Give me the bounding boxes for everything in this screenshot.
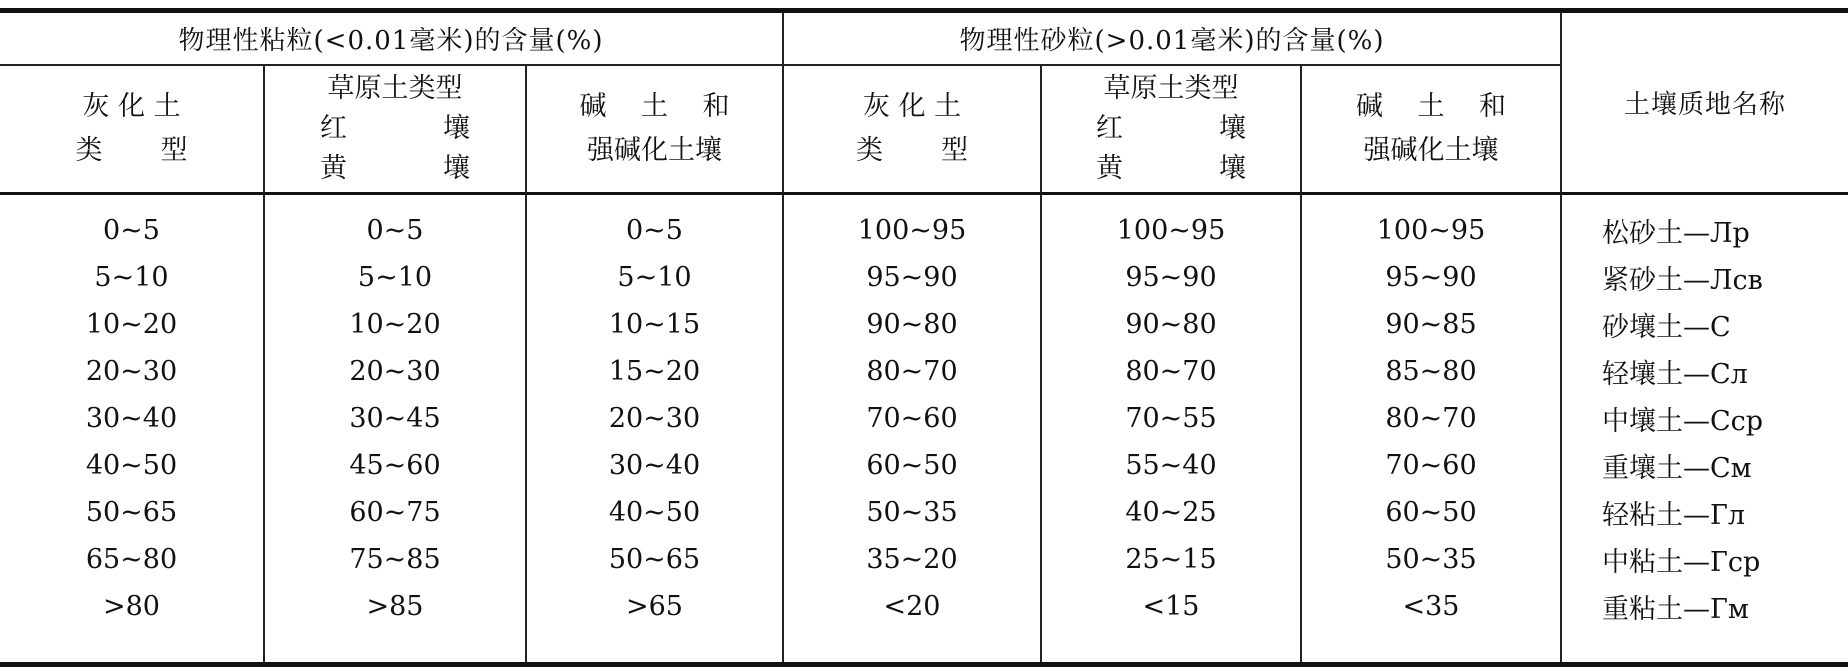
clay-steppe-soil-header xyxy=(265,66,525,192)
table-cell: 70~60 xyxy=(866,402,958,434)
table-cell: 30~45 xyxy=(349,402,441,434)
texture-name-label: 土壤质地名称 xyxy=(1623,90,1786,120)
table-cell: >80 xyxy=(103,590,160,622)
table-cell: 90~80 xyxy=(866,308,958,340)
texture-name-cell: 重壤土—См xyxy=(1602,452,1752,484)
sand-alkali-soil-header xyxy=(1302,66,1560,192)
texture-name-cell: 中粘土—Гср xyxy=(1602,546,1761,578)
table-cell: 95~90 xyxy=(1125,261,1217,293)
table-cell: 0~5 xyxy=(103,214,160,246)
steppe-soil-line1: 草原土类型 xyxy=(327,73,463,104)
alkali-soil-line2: 强碱化土壤 xyxy=(1363,135,1499,166)
table-cell: 80~70 xyxy=(866,355,958,387)
table-cell: 5~10 xyxy=(617,261,692,293)
table-cell: 25~15 xyxy=(1125,543,1217,575)
sand-grey-soil-header xyxy=(784,66,1040,192)
table-cell: 5~10 xyxy=(357,261,433,293)
table-cell: 65~80 xyxy=(85,543,178,575)
table-cell: 35~20 xyxy=(866,543,958,575)
table-cell: 10~15 xyxy=(608,308,701,340)
steppe-soil-line1: 草原土类型 xyxy=(1103,73,1239,104)
table-cell: 55~40 xyxy=(1125,449,1217,481)
table-cell: <20 xyxy=(883,590,941,622)
table-cell: 100~95 xyxy=(857,214,967,246)
texture-name-cell: 松砂土—Лр xyxy=(1602,217,1750,249)
table-cell: 100~95 xyxy=(1376,214,1486,246)
clay-content-group-label: 物理性粘粒(<0.01毫米)的含量(%) xyxy=(178,26,604,56)
sand-content-group-label: 物理性砂粒(>0.01毫米)的含量(%) xyxy=(959,26,1385,56)
table-cell: 75~85 xyxy=(349,543,441,575)
alkali-soil-line1: 碱 土 和 xyxy=(1356,91,1506,122)
table-cell: 45~60 xyxy=(349,449,441,481)
steppe-soil-line2: 红 壤 xyxy=(320,113,470,144)
table-cell: 80~70 xyxy=(1125,355,1217,387)
clay-alkali-soil-header xyxy=(527,66,782,192)
table-cell: 50~65 xyxy=(85,496,178,528)
header-bottom-rule xyxy=(0,192,1848,195)
texture-name-cell: 轻壤土—Сл xyxy=(1602,358,1748,390)
table-cell: 60~75 xyxy=(349,496,441,528)
texture-name-cell: 紧砂土—Лсв xyxy=(1602,264,1763,296)
table-cell: <15 xyxy=(1142,590,1200,622)
sand-steppe-soil-header xyxy=(1042,66,1300,192)
texture-name-cell: 重粘土—Гм xyxy=(1602,593,1749,625)
table-cell: 60~50 xyxy=(866,449,958,481)
texture-name-cell: 轻粘土—Гл xyxy=(1602,499,1746,531)
table-cell: 90~85 xyxy=(1385,308,1477,340)
table-cell: 95~90 xyxy=(866,261,958,293)
table-cell: >85 xyxy=(366,590,424,622)
grey-soil-line1: 灰 化 土 xyxy=(82,91,181,122)
table-cell: 0~5 xyxy=(366,214,424,246)
clay-content-group-header xyxy=(0,13,782,64)
table-cell: 70~55 xyxy=(1125,402,1217,434)
table-cell: >65 xyxy=(626,590,683,622)
steppe-soil-line3: 黄 壤 xyxy=(320,153,470,184)
table-cell: 85~80 xyxy=(1385,355,1477,387)
table-cell: 30~40 xyxy=(85,402,178,434)
table-bottom-rule xyxy=(0,662,1848,667)
table-cell: 30~40 xyxy=(608,449,701,481)
sand-content-group-header xyxy=(784,13,1560,64)
table-cell: 40~50 xyxy=(608,496,701,528)
table-cell: 50~35 xyxy=(866,496,958,528)
texture-name-header xyxy=(1562,13,1848,192)
table-cell: 20~30 xyxy=(85,355,178,387)
alkali-soil-line1: 碱 土 和 xyxy=(579,91,730,122)
texture-name-cell: 中壤土—Сср xyxy=(1602,405,1764,437)
steppe-soil-line2: 红 壤 xyxy=(1096,113,1246,144)
table-cell: <35 xyxy=(1402,590,1460,622)
table-cell: 70~60 xyxy=(1385,449,1477,481)
table-cell: 15~20 xyxy=(608,355,701,387)
alkali-soil-line2: 强碱化土壤 xyxy=(587,135,722,166)
table-cell: 90~80 xyxy=(1125,308,1217,340)
table-cell: 50~35 xyxy=(1385,543,1477,575)
grey-soil-line1: 灰 化 土 xyxy=(862,91,962,122)
steppe-soil-line3: 黄 壤 xyxy=(1096,153,1246,184)
table-cell: 80~70 xyxy=(1385,402,1477,434)
table-cell: 20~30 xyxy=(608,402,701,434)
table-cell: 10~20 xyxy=(349,308,441,340)
table-cell: 20~30 xyxy=(349,355,441,387)
table-cell: 5~10 xyxy=(94,261,169,293)
table-cell: 0~5 xyxy=(626,214,683,246)
table-cell: 60~50 xyxy=(1385,496,1477,528)
table-cell: 50~65 xyxy=(608,543,701,575)
grey-soil-line2: 类 型 xyxy=(75,135,188,166)
table-cell: 40~25 xyxy=(1125,496,1217,528)
table-cell: 40~50 xyxy=(85,449,178,481)
clay-grey-soil-header xyxy=(0,66,263,192)
table-cell: 95~90 xyxy=(1385,261,1477,293)
table-cell: 10~20 xyxy=(85,308,178,340)
table-cell: 100~95 xyxy=(1116,214,1226,246)
texture-name-cell: 砂壤土—С xyxy=(1602,311,1731,343)
grey-soil-line2: 类 型 xyxy=(856,135,968,166)
